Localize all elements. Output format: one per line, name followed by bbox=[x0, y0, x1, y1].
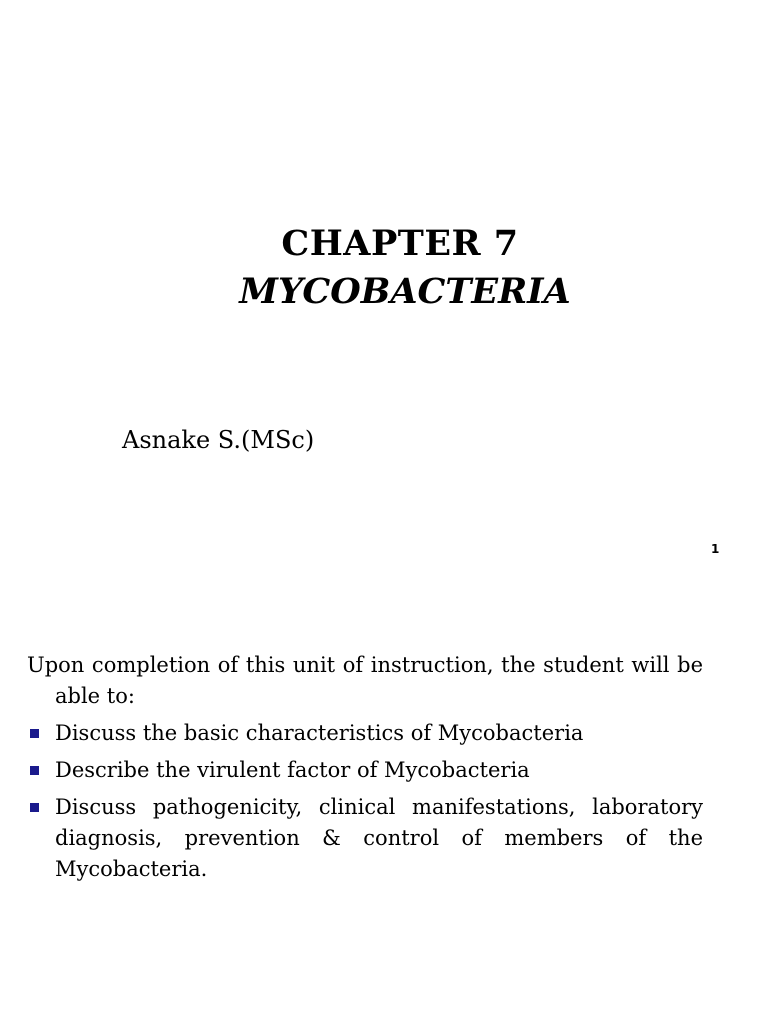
list-item-text: Discuss the basic characteristics of Mycobacteria bbox=[55, 721, 584, 745]
slide-number: 1 bbox=[711, 542, 720, 556]
list-item bbox=[27, 792, 703, 885]
chapter-title: CHAPTER 7 bbox=[281, 223, 519, 264]
chapter-subtitle: MYCOBACTERIA bbox=[239, 271, 571, 312]
square-bullet-icon bbox=[30, 766, 39, 775]
list-item-text: Describe the virulent factor of Mycobacteria bbox=[55, 758, 530, 782]
objectives-slide bbox=[0, 600, 768, 1024]
list-item-text: Discuss pathogenicity, clinical manifestations, laboratory diagnosis, prevention & control of members of the Mycobacteria. bbox=[55, 795, 703, 881]
square-bullet-icon bbox=[30, 729, 39, 738]
objectives-list bbox=[27, 718, 703, 885]
list-item bbox=[27, 718, 703, 749]
author-name: Asnake S.(MSc) bbox=[122, 426, 315, 454]
square-bullet-icon bbox=[30, 803, 39, 812]
learning-objectives bbox=[27, 650, 703, 891]
list-item bbox=[27, 755, 703, 786]
objectives-intro: Upon completion of this unit of instruction, the student will be able to: bbox=[27, 653, 703, 708]
